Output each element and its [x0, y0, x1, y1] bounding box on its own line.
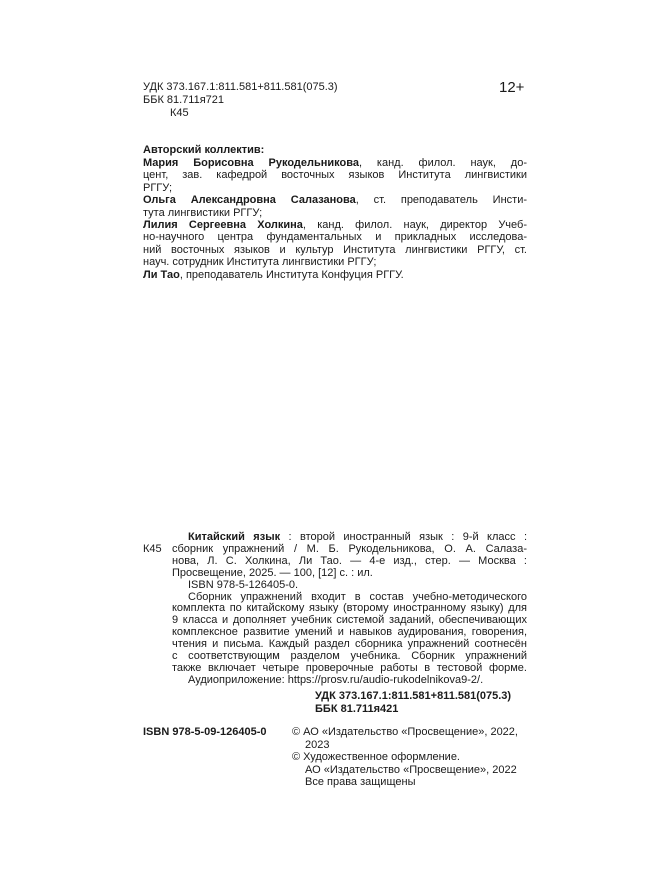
author-line: [143, 232, 527, 244]
bbk-header: ББК 81.711я721: [143, 94, 225, 106]
author-text: , ст. преподаватель Инсти-: [355, 194, 528, 207]
catalog-text: с соответствующим разделом учебника. Сборник упражнений: [172, 650, 527, 662]
catalog-line: [188, 580, 298, 592]
catalog-text: 9 класса и дополняет учебник системой заданий, обеспечивающих: [172, 614, 527, 627]
catalog-text: ISBN 978-5-126405-0.: [188, 578, 299, 591]
author-line: [143, 245, 527, 257]
author-text: ний восточных языков и культур Института лингвистики РГГУ, ст.: [143, 243, 527, 256]
author-text: , канд. филол. наук, до-: [359, 157, 527, 169]
catalog-line: [188, 532, 527, 544]
age-rating: 12+: [499, 79, 525, 96]
author-text: науч. сотрудник Института лингвистики РГГУ;: [143, 256, 377, 269]
catalog-text: нова, Л. С. Холкина, Ли Тао. — 4-е изд., стер. — Москва :: [172, 554, 527, 567]
isbn: ISBN 978-5-09-126405-0: [143, 726, 267, 738]
catalog-text: Сборник упражнений входит в состав учебно-методического: [188, 590, 527, 603]
author-line: [143, 257, 376, 269]
catalog-text: комплекта по китайскому языку (второму иностранному языку) для: [172, 602, 527, 615]
author-line: [143, 170, 527, 182]
author-line: [143, 195, 527, 207]
catalog-line: [172, 556, 527, 568]
catalog-bbk: ББК 81.711я421: [315, 703, 399, 715]
catalog-line: [172, 651, 527, 663]
catalog-line: [172, 639, 527, 651]
catalog-line: [172, 544, 527, 556]
author-name: Лилия Сергеевна Холкина: [143, 219, 303, 231]
catalog-line: [188, 592, 527, 604]
author-line: [143, 208, 262, 220]
udk-header: УДК 373.167.1:811.581+811.581(075.3): [143, 81, 338, 93]
catalog-line: [172, 568, 373, 580]
author-line: [143, 183, 172, 195]
author-line: [143, 220, 527, 232]
author-line: [143, 158, 527, 170]
author-text: РГГУ;: [143, 181, 173, 194]
copyright-line: АО «Издательство «Просвещение», 2022: [305, 763, 517, 776]
copyright-line: © АО «Издательство «Просвещение», 2022,: [292, 726, 518, 738]
author-text: , преподаватель Института Конфуция РГГУ.: [179, 268, 404, 281]
author-text: , канд. филол. наук, директор Учеб-: [302, 219, 527, 231]
author-text: цент, зав. кафедрой восточных языков Института лингвистики: [143, 169, 527, 182]
catalog-line: [188, 675, 483, 687]
author-line: [143, 270, 404, 282]
author-name: Ли Тао: [143, 268, 180, 281]
catalog-line: [172, 603, 527, 615]
author-text: тута лингвистики РГГУ;: [143, 206, 263, 219]
copyright-line: 2023: [305, 738, 330, 751]
catalog-text: Просвещение, 2025. — 100, [12] с. : ил.: [172, 566, 373, 579]
copyright-line: Все права защищены: [305, 776, 416, 789]
author-sign: К45: [170, 107, 189, 119]
catalog-text: : второй иностранный язык : 9-й класс :: [280, 531, 527, 543]
catalog-line: [172, 627, 527, 639]
author-text: но-научного центра фундаментальных и прикладных исследова-: [143, 231, 527, 244]
catalog-name: Китайский язык: [188, 531, 281, 543]
catalog-text: чтения и письма. Каждый раздел сборника упражнений соотнесён: [172, 638, 527, 651]
catalog-text: также включает четыре проверочные работы в тестовой форме.: [172, 661, 527, 674]
catalog-text: сборник упражнений / М. Б. Рукодельникова, О. А. Салаза-: [172, 542, 527, 555]
catalog-author-sign: К45: [143, 543, 162, 555]
catalog-text: Аудиоприложение: https://prosv.ru/audio-rukodelnikova9-2/.: [188, 673, 484, 686]
catalog-udk: УДК 373.167.1:811.581+811.581(075.3): [315, 690, 512, 702]
catalog-line: [172, 615, 527, 627]
catalog-text: комплексное развитие умений и навыков аудирования, говорения,: [172, 626, 527, 639]
authors-heading: Авторский коллектив:: [143, 144, 265, 156]
copyright-line: © Художественное оформление.: [292, 751, 460, 764]
catalog-line: [172, 663, 527, 675]
author-name: Мария Борисовна Рукодельникова: [143, 157, 359, 169]
author-name: Ольга Александровна Салазанова: [143, 194, 356, 207]
